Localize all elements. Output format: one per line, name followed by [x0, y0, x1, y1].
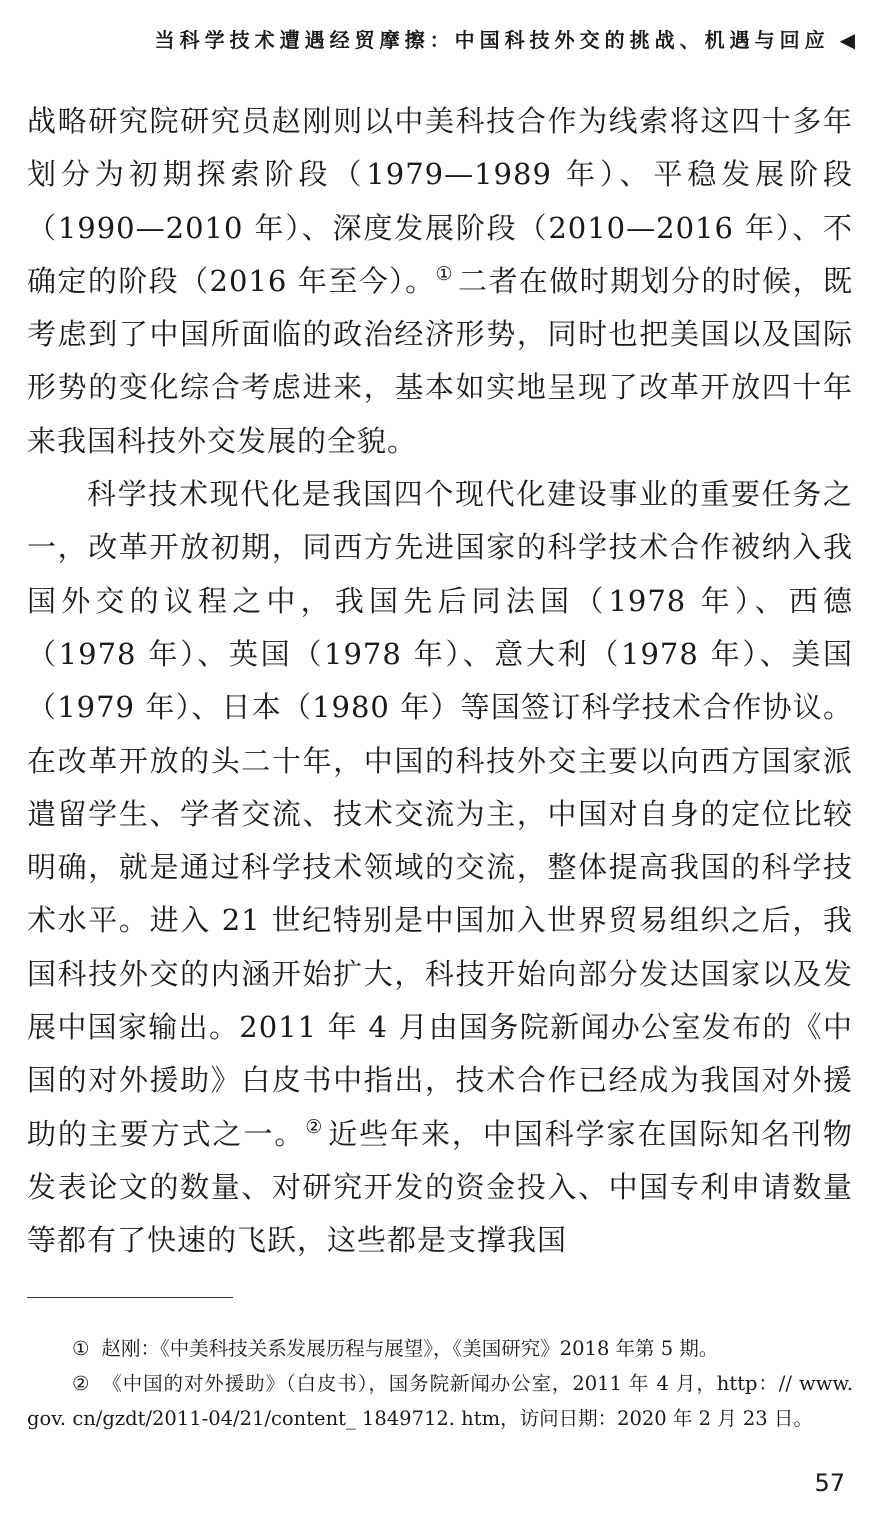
paragraph-2 [27, 468, 853, 1267]
footnote-ref-1[interactable]: ① [435, 262, 454, 285]
paragraph-2-text-b: 近些年来，中国科学家在国际知名刊物发表论文的数量、对研究开发的资金投入、中国专利申请数量等都有了快速的飞跃，这些都是支撑我国 [27, 1116, 853, 1258]
page-marker-icon: ◀ [839, 28, 855, 52]
footnote-2-text: 《中国的对外援助》（白皮书），国务院新闻办公室，2011 年 4 月，http：// www. gov. cn/gzdt/2011-04/21/content_ 1849712. htm，访问日期：2020 年 2 月 23 日。 [27, 1372, 853, 1430]
footnote-1-text: 赵刚：《中美科技关系发展历程与展望》，《美国研究》2018 年第 5 期。 [101, 1337, 719, 1360]
paragraph-1 [27, 95, 853, 468]
running-header [80, 26, 855, 54]
footnotes [27, 1331, 853, 1436]
running-title: 当科学技术遭遇经贸摩擦：中国科技外交的挑战、机遇与回应 [154, 28, 830, 52]
paragraph-2-text-a: 科学技术现代化是我国四个现代化建设事业的重要任务之一，改革开放初期，同西方先进国家的科学技术合作被纳入我国外交的议程之中，我国先后同法国（1978 年）、西德（1978 年）、英国（1978 年）、意大利（1978 年）、美国（1979 年）、日本（1980 年）等国签订科学技术合作协议。在改革开放的头二十年，中国的科技外交主要以向西方国家派遣留学生、学者交流、技术交流为主，中国对自身的定位比较明确，就是通过科学技术领域的交流，整体提高我国的科学技术水平。进入 21 世纪特别是中国加入世界贸易组织之后，我国科技外交的内涵开始扩大，科技开始向部分发达国家以及发展中国家输出。2011 年 4 月由国务院新闻办公室发布的《中国的对外援助》白皮书中指出，技术合作已经成为我国对外援助的主要方式之一。 [27, 477, 853, 1151]
footnote-1-mark: ① [72, 1337, 90, 1360]
footnote-ref-2[interactable]: ② [305, 1115, 325, 1138]
footnote-1 [27, 1331, 853, 1366]
page-number: 57 [814, 1469, 845, 1497]
footnote-2 [27, 1366, 853, 1436]
paragraph-1-text-b: 二者在做时期划分的时候，既考虑到了中国所面临的政治经济形势，同时也把美国以及国际形势的变化综合考虑进来，基本如实地呈现了改革开放四十年来我国科技外交发展的全貌。 [27, 263, 853, 458]
footnote-divider [27, 1297, 233, 1298]
paragraph-1-text-a: 战略研究院研究员赵刚则以中美科技合作为线索将这四十多年划分为初期探索阶段（1979—1989 年）、平稳发展阶段（1990—2010 年）、深度发展阶段（2010—2016 年）、不确定的阶段（2016 年至今）。 [27, 104, 853, 298]
body-text [27, 95, 853, 1268]
footnote-2-mark: ② [72, 1372, 91, 1395]
